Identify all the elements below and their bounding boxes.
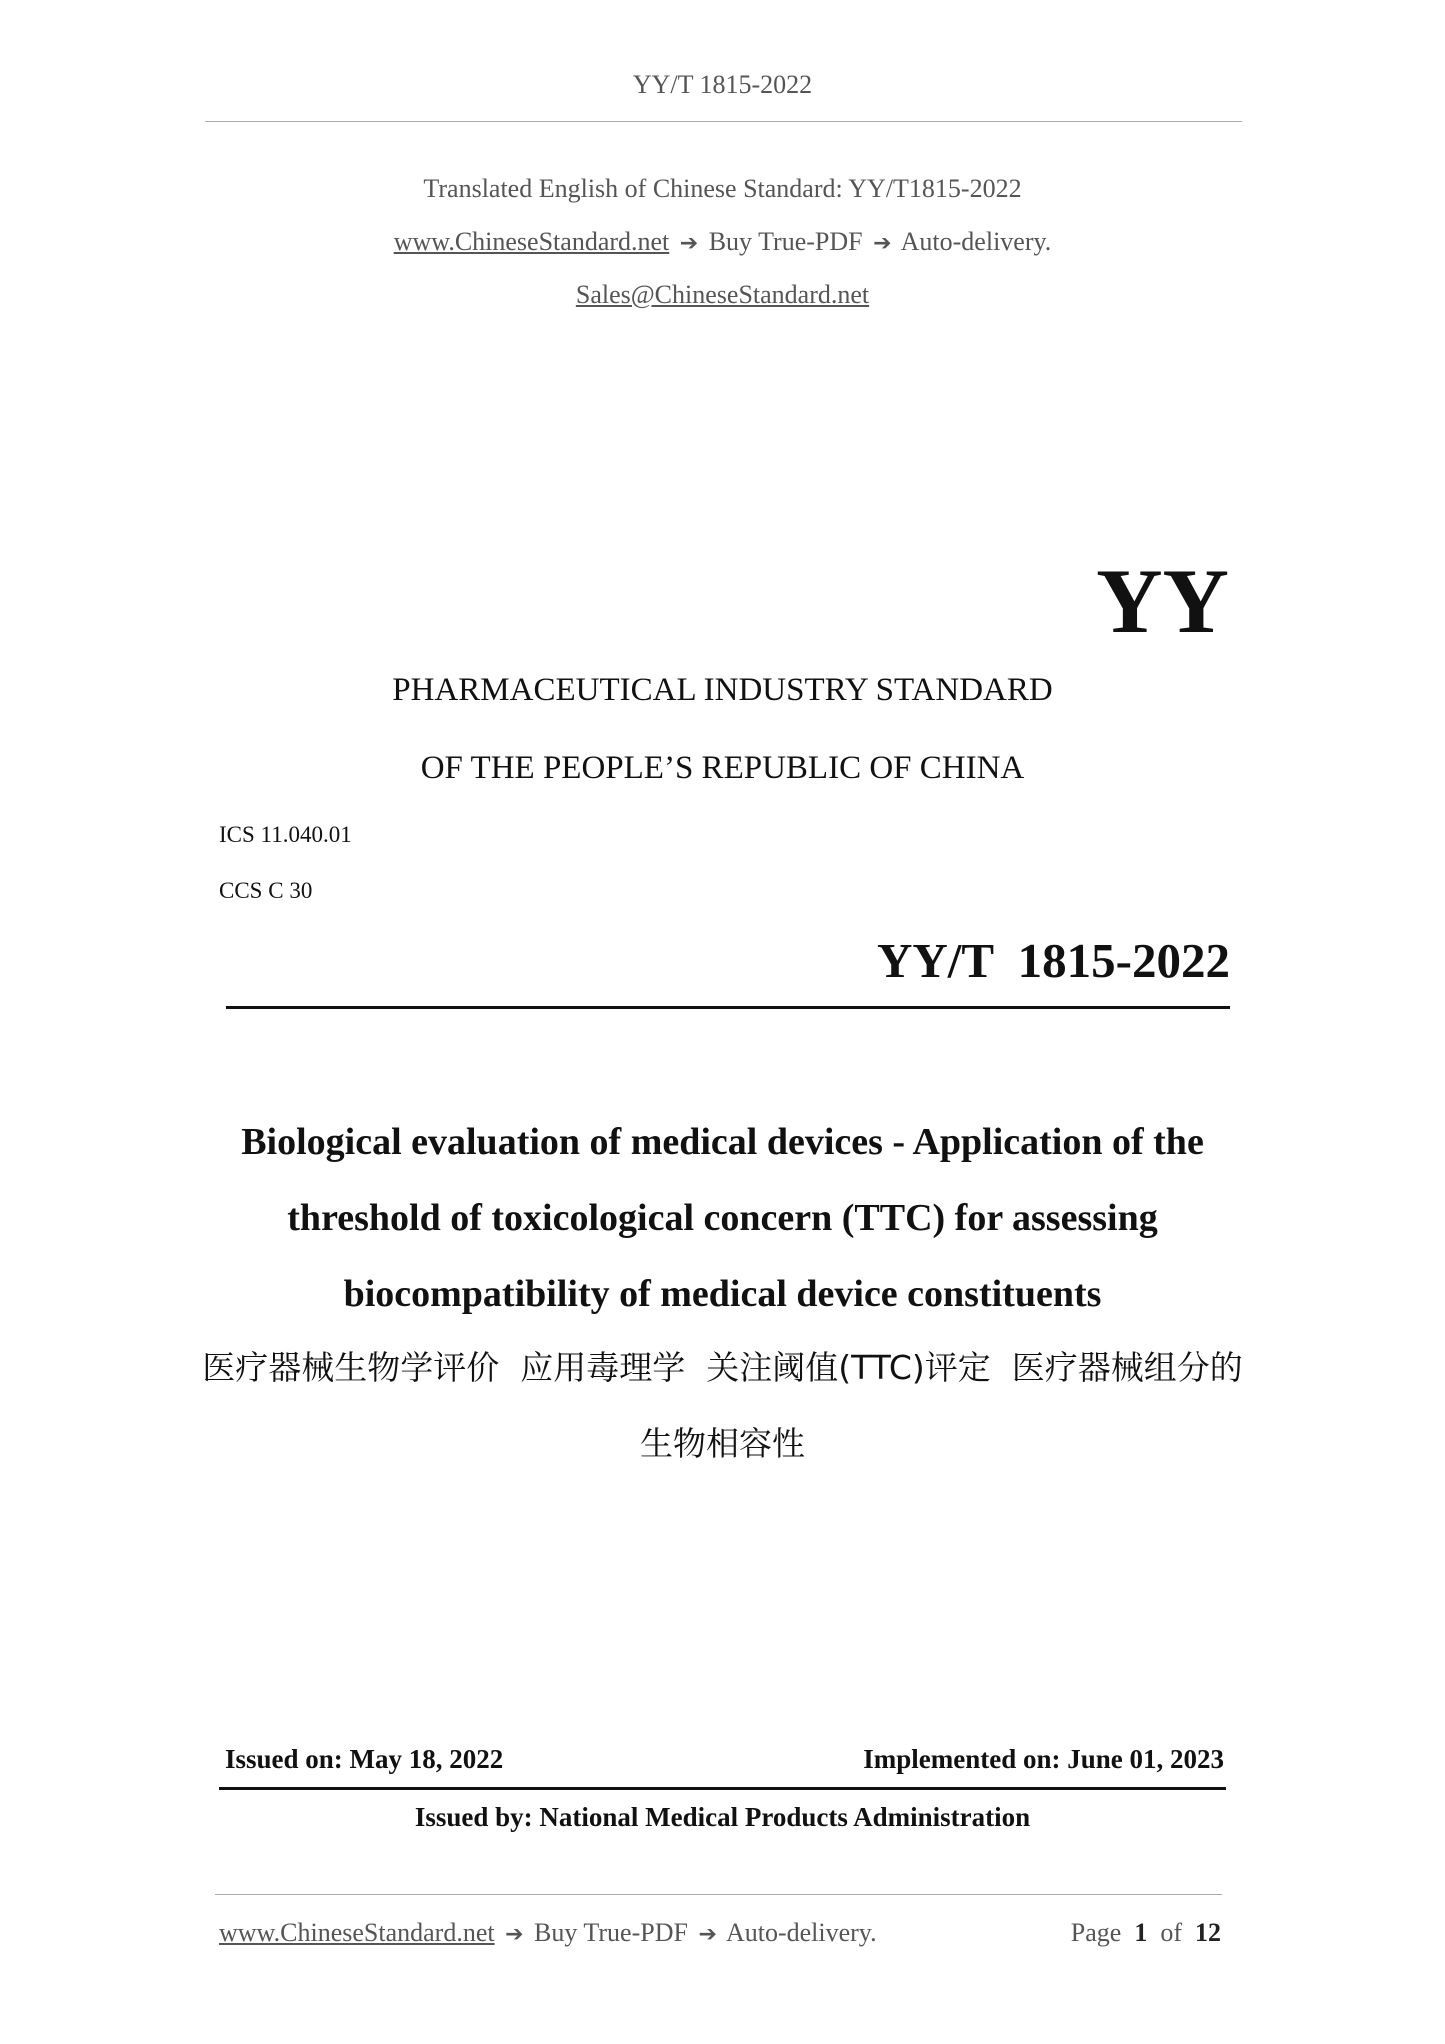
standard-number: YY/T 1815-2022: [876, 933, 1230, 988]
promo-line: [0, 227, 1445, 257]
title-english: Biological evaluation of medical devices - Application of the threshold of toxicological concern (TTC) for assessing biocompatibility of medical device constituents: [241, 1121, 1204, 1315]
issue-date-rule: [219, 1787, 1226, 1790]
implemented-on-date: Implemented on: June 01, 2023: [863, 1744, 1224, 1774]
page-total: 12: [1195, 1918, 1221, 1947]
buy-text: Buy True-PDF: [708, 227, 863, 256]
ccs-code: CCS C 30: [219, 878, 313, 903]
issuing-authority: Issued by: National Medical Products Administration: [414, 1802, 1031, 1832]
right-arrow-icon: ➔: [679, 231, 699, 256]
page-label: Page: [1070, 1918, 1122, 1947]
header-divider: [205, 121, 1242, 122]
site-link[interactable]: www.ChineseStandard.net: [393, 227, 670, 256]
ics-code: ICS 11.040.01: [219, 822, 352, 847]
sales-email-link[interactable]: Sales@ChineseStandard.net: [575, 280, 870, 309]
footer-promo: [219, 1918, 877, 1948]
footer-divider: [215, 1894, 1222, 1895]
translation-notice: Translated English of Chinese Standard: YY/T1815-2022: [423, 174, 1022, 203]
page-of-label: of: [1160, 1918, 1182, 1947]
standard-type-line2: OF THE PEOPLE’S REPUBLIC OF CHINA: [420, 750, 1025, 786]
page-current: 1: [1134, 1918, 1148, 1947]
standard-number-rule: [226, 1006, 1230, 1009]
footer-site-link[interactable]: www.ChineseStandard.net: [219, 1918, 495, 1947]
standard-type-line1: PHARMACEUTICAL INDUSTRY STANDARD: [392, 672, 1053, 708]
footer-delivery-text: Auto-delivery.: [725, 1918, 877, 1947]
right-arrow-icon: ➔: [505, 1922, 524, 1947]
footer-buy-text: Buy True-PDF: [534, 1918, 688, 1947]
issued-on-date: Issued on: May 18, 2022: [225, 1744, 504, 1774]
delivery-text: Auto-delivery.: [900, 227, 1052, 256]
title-chinese: 医疗器械生物学评价 应用毒理学 关注阈值(TTC)评定 医疗器械组分的生物相容性: [202, 1348, 1243, 1463]
standard-mark: YY: [1096, 550, 1229, 652]
right-arrow-icon: ➔: [698, 1922, 717, 1947]
page-indicator: [1071, 1918, 1221, 1948]
right-arrow-icon: ➔: [873, 231, 892, 256]
running-header: YY/T 1815-2022: [632, 70, 813, 99]
sales-line: [0, 280, 1445, 310]
